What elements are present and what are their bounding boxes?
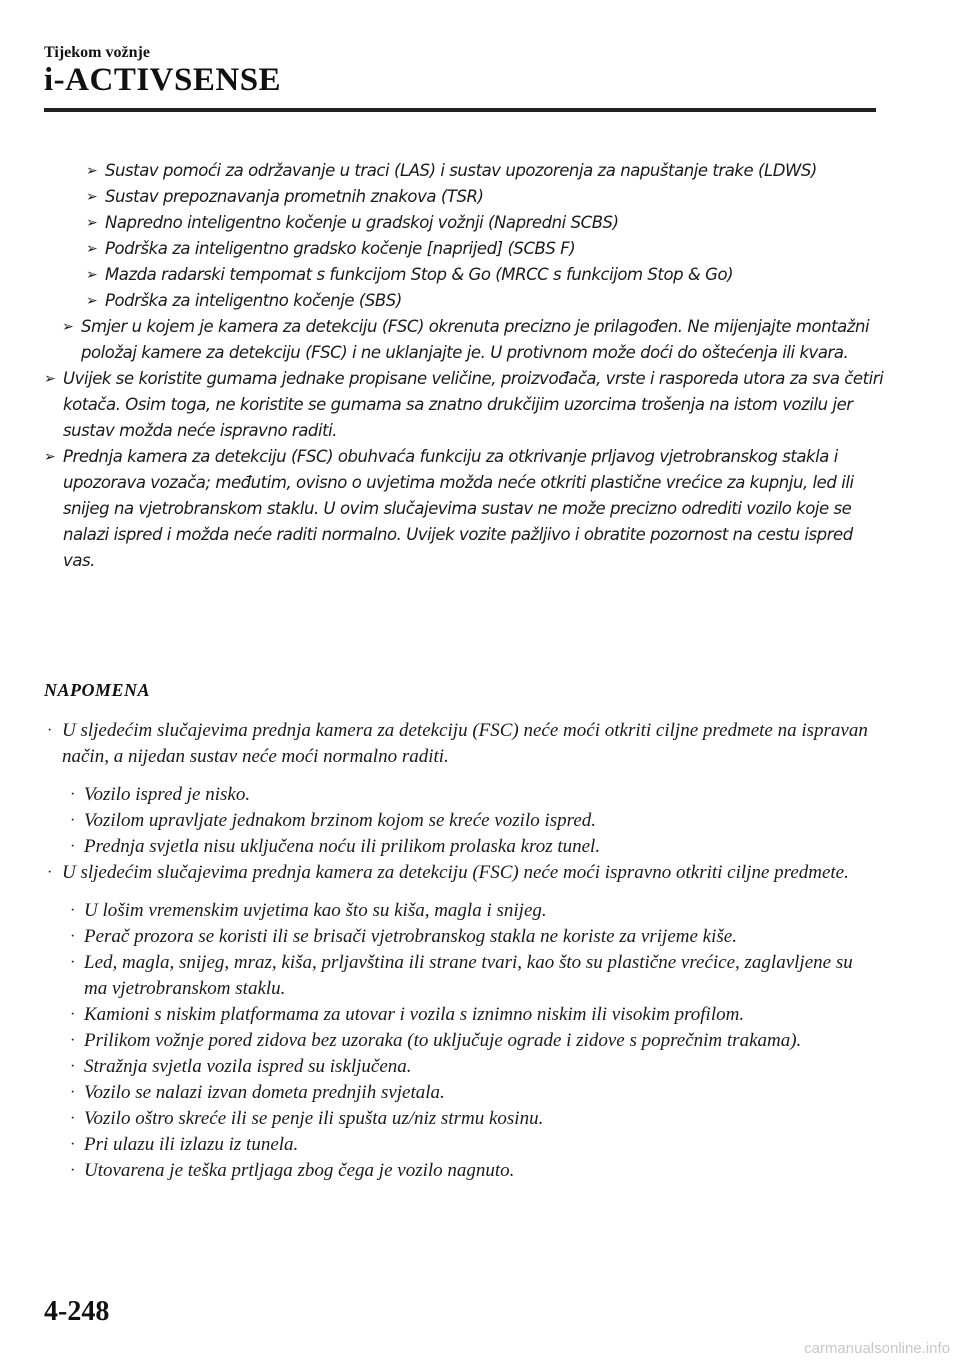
note-text: U lošim vremenskim uvjetima kao što su kiša, magla i snijeg. <box>84 900 547 921</box>
note-text: Vozilo se nalazi izvan dometa prednjih svjetala. <box>84 1082 445 1103</box>
bullet-dot-icon: · <box>70 1084 76 1101</box>
arrow-bullet-icon: ➢ <box>86 189 98 205</box>
note-subitem <box>44 1002 874 1028</box>
note-text: Led, magla, snijeg, mraz, kiša, prljavština ili strane tvari, kao što su plastične vrećice, zaglavljene su ma vjetrobranskom staklu. <box>84 952 853 999</box>
warning-item <box>44 184 884 210</box>
arrow-bullet-icon: ➢ <box>86 293 98 309</box>
warning-item <box>44 210 884 236</box>
note-item <box>44 718 874 770</box>
bullet-dot-icon: · <box>70 1162 76 1179</box>
bullet-dot-icon: · <box>70 928 76 945</box>
note-text: Pri ulazu ili izlazu iz tunela. <box>84 1134 299 1155</box>
note-text: Prilikom vožnje pored zidova bez uzoraka (to uključuje ograde i zidove s poprečnim trakama). <box>84 1030 802 1051</box>
note-subitem <box>44 1028 874 1054</box>
note-subitem <box>44 1054 874 1080</box>
warning-text: Prednja kamera za detekciju (FSC) obuhvaća funkciju za otkrivanje prljavog vjetrobranskog stakla i upozorava vozača; međutim, ovisno o uvjetima možda neće otkriti plastične vrećice za kupnju, led ili snijeg na vjetrobranskom staklu. U ovim slučajevima sustav ne može precizno odrediti vozilo koje se nalazi ispred i možda neće raditi normalno. Uvijek vozite pažljivo i obratite pozornost na cestu ispred vas. <box>63 447 854 570</box>
page-number: 4-248 <box>44 1296 110 1327</box>
note-subitem <box>44 1106 874 1132</box>
bullet-dot-icon: · <box>70 812 76 829</box>
note-text: Vozilo oštro skreće ili se penje ili spušta uz/niz strmu kosinu. <box>84 1108 544 1129</box>
arrow-bullet-icon: ➢ <box>44 449 56 465</box>
bullet-dot-icon: · <box>70 1006 76 1023</box>
bullet-dot-icon: · <box>70 1136 76 1153</box>
warning-text: Sustav pomoći za održavanje u traci (LAS) i sustav upozorenja za napuštanje trake (LDWS) <box>105 161 817 180</box>
header-divider <box>44 108 876 112</box>
warning-text: Podrška za inteligentno gradsko kočenje [naprijed] (SCBS F) <box>105 239 576 258</box>
arrow-bullet-icon: ➢ <box>86 215 98 231</box>
warning-item <box>44 314 884 366</box>
note-text: Perač prozora se koristi ili se brisači vjetrobranskog stakla ne koriste za vrijeme kiše. <box>84 926 737 947</box>
warning-item <box>44 236 884 262</box>
warning-text: Smjer u kojem je kamera za detekciju (FSC) okrenuta precizno je prilagođen. Ne mijenjajte montažni položaj kamere za detekciju (FSC) i ne uklanjajte je. U protivnom može doći do oštećenja ili kvara. <box>81 317 870 362</box>
page-title: i-ACTIVSENSE <box>44 62 282 98</box>
arrow-bullet-icon: ➢ <box>44 371 56 387</box>
note-subitem <box>44 898 874 924</box>
note-list <box>44 718 874 1184</box>
warning-text: Mazda radarski tempomat s funkcijom Stop & Go (MRCC s funkcijom Stop & Go) <box>105 265 734 284</box>
warning-item <box>44 288 884 314</box>
note-subitem <box>44 924 874 950</box>
warning-text: Napredno inteligentno kočenje u gradskoj vožnji (Napredni SCBS) <box>105 213 619 232</box>
note-subitem <box>44 1080 874 1106</box>
note-text: Prednja svjetla nisu uključena noću ili prilikom prolaska kroz tunel. <box>84 836 601 857</box>
section-title: Tijekom vožnje <box>44 44 150 61</box>
bullet-dot-icon: · <box>70 1032 76 1049</box>
note-heading: NAPOMENA <box>44 680 151 700</box>
note-subitem <box>44 782 874 808</box>
warning-text: Podrška za inteligentno kočenje (SBS) <box>105 291 402 310</box>
bullet-dot-icon: · <box>70 902 76 919</box>
note-subitem <box>44 1158 874 1184</box>
warning-item <box>44 262 884 288</box>
note-text: U sljedećim slučajevima prednja kamera za detekciju (FSC) neće moći otkriti ciljne predmete na ispravan način, a nijedan sustav neće moći normalno raditi. <box>62 720 868 767</box>
note-text: Kamioni s niskim platformama za utovar i vozila s iznimno niskim ili visokim profilom. <box>84 1004 745 1025</box>
warning-text: Sustav prepoznavanja prometnih znakova (TSR) <box>105 187 484 206</box>
note-text: U sljedećim slučajevima prednja kamera za detekciju (FSC) neće moći ispravno otkriti ciljne predmete. <box>62 862 849 883</box>
note-subitem <box>44 834 874 860</box>
arrow-bullet-icon: ➢ <box>62 319 74 335</box>
bullet-dot-icon: · <box>70 954 76 971</box>
note-item <box>44 860 874 886</box>
arrow-bullet-icon: ➢ <box>86 267 98 283</box>
note-text: Stražnja svjetla vozila ispred su isključena. <box>84 1056 412 1077</box>
warning-text: Uvijek se koristite gumama jednake propisane veličine, proizvođača, vrste i rasporeda utora za sva četiri kotača. Osim toga, ne koristite se gumama sa znatno drukčijim uzorcima trošenja na istom vozilu jer sustav možda neće ispravno raditi. <box>63 369 884 440</box>
watermark-text: carmanualsonline.info <box>804 1340 950 1357</box>
warning-item <box>44 444 884 574</box>
bullet-dot-icon: · <box>70 838 76 855</box>
warning-item <box>44 158 884 184</box>
warning-item <box>44 366 884 444</box>
bullet-dot-icon: · <box>47 722 53 739</box>
arrow-bullet-icon: ➢ <box>86 163 98 179</box>
warning-list <box>44 158 884 574</box>
note-text: Vozilo ispred je nisko. <box>84 784 251 805</box>
arrow-bullet-icon: ➢ <box>86 241 98 257</box>
bullet-dot-icon: · <box>70 1058 76 1075</box>
bullet-dot-icon: · <box>47 864 53 881</box>
note-subitem <box>44 950 874 1002</box>
note-subitem <box>44 808 874 834</box>
bullet-dot-icon: · <box>70 1110 76 1127</box>
note-subitem <box>44 1132 874 1158</box>
note-text: Vozilom upravljate jednakom brzinom kojom se kreće vozilo ispred. <box>84 810 597 831</box>
note-text: Utovarena je teška prtljaga zbog čega je vozilo nagnuto. <box>84 1160 515 1181</box>
bullet-dot-icon: · <box>70 786 76 803</box>
